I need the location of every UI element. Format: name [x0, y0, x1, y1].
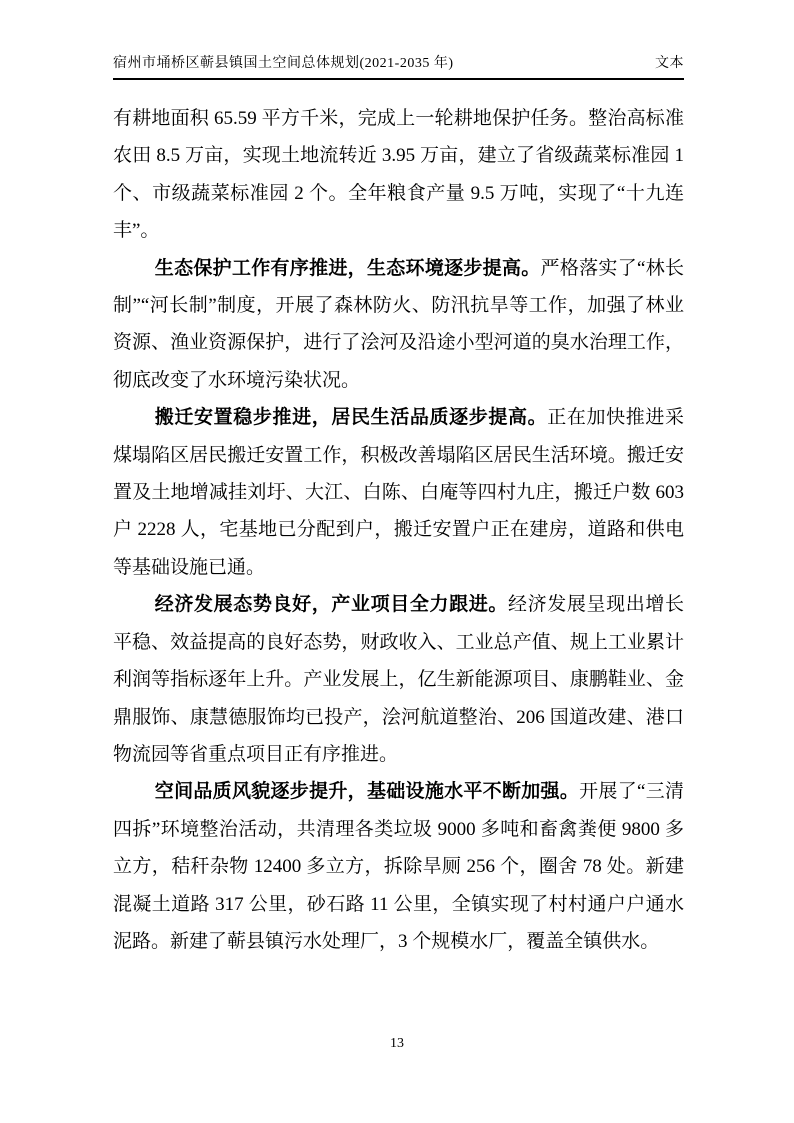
paragraph-text: 正在加快推进采煤塌陷区居民搬迁安置工作，积极改善塌陷区居民生活环境。搬迁安置及土地增减挂刘圩、大江、白陈、白庵等四村九庄，搬迁户数 603 户 2228 人，宅基地已分配到户，搬迁安置户正在建房，道路和供电等基础设施已通。	[113, 407, 684, 578]
paragraph	[113, 250, 684, 400]
paragraph	[113, 100, 684, 250]
paragraph-text: 开展了“三清四拆”环境整治活动，共清理各类垃圾 9000 多吨和畜禽粪便 9800 多立方，秸秆杂物 12400 多立方，拆除旱厕 256 个，圈舍 78 处。新建混凝土道路 317 公里，砂石路 11 公里，全镇实现了村村通户户通水泥路。新建了蕲县镇污水处理厂，3 个规模水厂，覆盖全镇供水。	[113, 781, 684, 952]
paragraph-text: 严格落实了“林长制”“河长制”制度，开展了森林防火、防汛抗旱等工作，加强了林业资源、渔业资源保护，进行了浍河及沿途小型河道的臭水治理工作，彻底改变了水环境污染状况。	[113, 257, 684, 391]
paragraph	[113, 773, 684, 960]
page-number: 13	[390, 1036, 404, 1051]
paragraph	[113, 586, 684, 773]
paragraph-lead: 搬迁安置稳步推进，居民生活品质逐步提高。	[154, 407, 548, 429]
paragraph-lead: 空间品质风貌逐步提升，基础设施水平不断加强。	[154, 781, 580, 803]
paragraph-lead: 经济发展态势良好，产业项目全力跟进。	[154, 594, 508, 616]
header-doc-type-label: 文本	[655, 56, 684, 71]
paragraph	[113, 399, 684, 586]
page-footer	[0, 1036, 794, 1052]
document-body	[113, 100, 684, 960]
paragraph-lead: 生态保护工作有序推进，生态环境逐步提高。	[154, 257, 541, 279]
header-title: 宿州市埇桥区蕲县镇国土空间总体规划(2021-2035 年)	[113, 56, 454, 71]
paragraph-text: 经济发展呈现出增长平稳、效益提高的良好态势，财政收入、工业总产值、规上工业累计利润等指标逐年上升。产业发展上，亿生新能源项目、康鹏鞋业、金鼎服饰、康慧德服饰均已投产，浍河航道整治、206 国道改建、港口物流园等省重点项目正有序推进。	[113, 594, 684, 765]
paragraph-text: 有耕地面积 65.59 平方千米，完成上一轮耕地保护任务。整治高标准农田 8.5 万亩，实现土地流转近 3.95 万亩，建立了省级蔬菜标准园 1 个、市级蔬菜标准园 2 个。全年粮食产量 9.5 万吨，实现了“十九连丰”。	[113, 108, 684, 242]
page-header	[113, 0, 684, 80]
